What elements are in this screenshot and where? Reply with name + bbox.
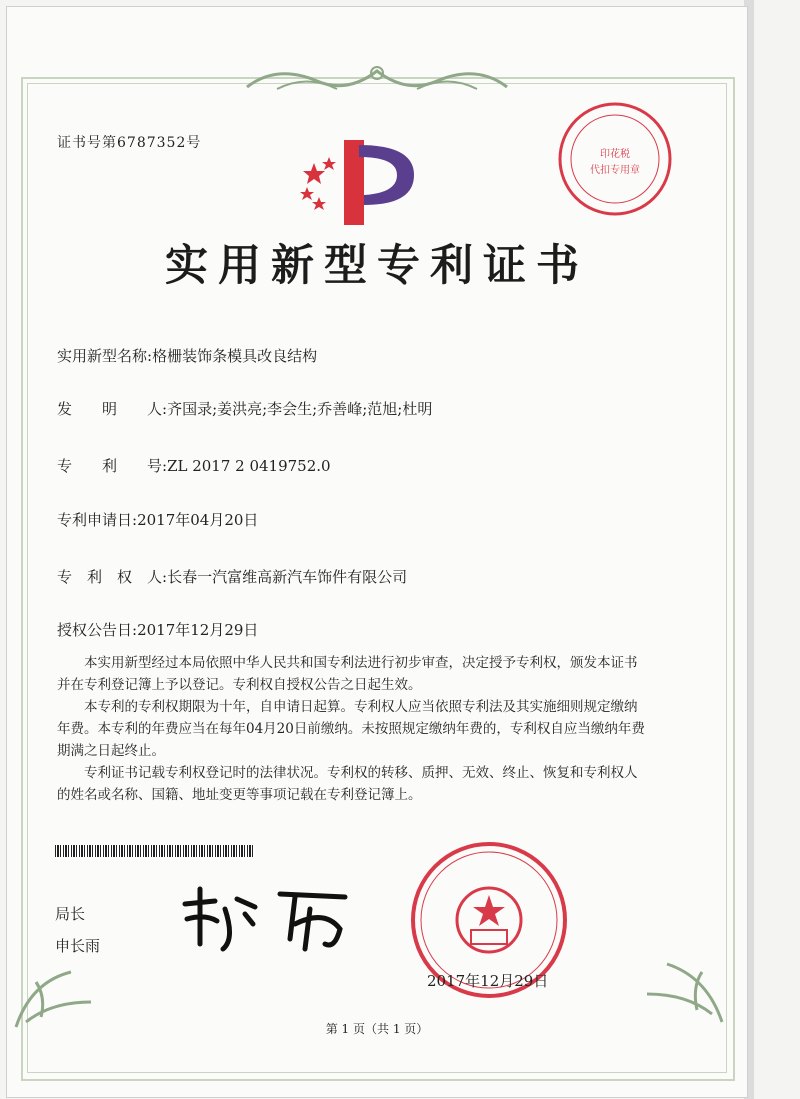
svg-text:印花税: 印花税 [600,149,630,160]
certificate-number: 证书号第6787352号 [57,135,202,151]
certificate-body [57,652,647,806]
seal-date: 2017年12月29日 [427,972,549,990]
field-utility-name [57,345,317,366]
top-ornament-icon [237,59,517,99]
body-paragraph: 本实用新型经过本局依照中华人民共和国专利法进行初步审查，决定授予专利权，颁发本证书并在专利登记簿上予以登记。专利权自授权公告之日起生效。 [57,655,638,693]
field-label: 专 利 号: [57,457,168,475]
field-label: 授权公告日: [57,621,138,639]
patent-office-logo-icon [289,135,419,230]
field-value: ZL 2017 2 0419752.0 [167,457,331,475]
page-number: 第 1 页（共 1 页） [325,1022,429,1036]
field-patent-number [57,455,331,476]
field-inventors [57,398,432,419]
body-paragraph: 本专利的专利权期限为十年，自申请日起算。专利权人应当依照专利法及其实施细则规定缴纳年费。本专利的年费应当在每年04月20日前缴纳。未按照规定缴纳年费的，专利权自应当缴纳年费期满之日起终止。 [57,699,645,759]
director-title: 局长 [55,905,86,923]
svg-text:代扣专用章: 代扣专用章 [590,165,640,176]
field-value: 2017年12月29日 [137,621,259,639]
field-value: 齐国录;姜洪亮;李会生;乔善峰;范旭;杜明 [167,400,433,418]
field-value: 长春一汽富维高新汽车饰件有限公司 [167,568,408,586]
signature-icon [175,879,355,959]
tax-seal-icon [555,99,675,219]
field-patentee [57,566,407,587]
certificate-title: 实用新型专利证书 [165,241,589,291]
field-value: 格栅装饰条模具改良结构 [152,347,318,365]
field-application-date [57,509,258,530]
field-label: 专 利 权 人: [57,568,168,586]
certificate-page [6,6,748,1098]
field-label: 实用新型名称: [57,347,153,365]
body-paragraph: 专利证书记载专利权登记时的法律状况。专利权的转移、质押、无效、终止、恢复和专利权人的姓名或名称、国籍、地址变更等事项记载在专利登记簿上。 [57,765,638,803]
field-value: 2017年04月20日 [137,511,259,529]
director-name: 申长雨 [55,937,101,955]
field-grant-date [57,619,258,640]
barcode [55,845,255,857]
field-label: 专利申请日: [57,511,138,529]
field-label: 发 明 人: [57,400,168,418]
corner-ornament-right-icon [637,952,727,1027]
